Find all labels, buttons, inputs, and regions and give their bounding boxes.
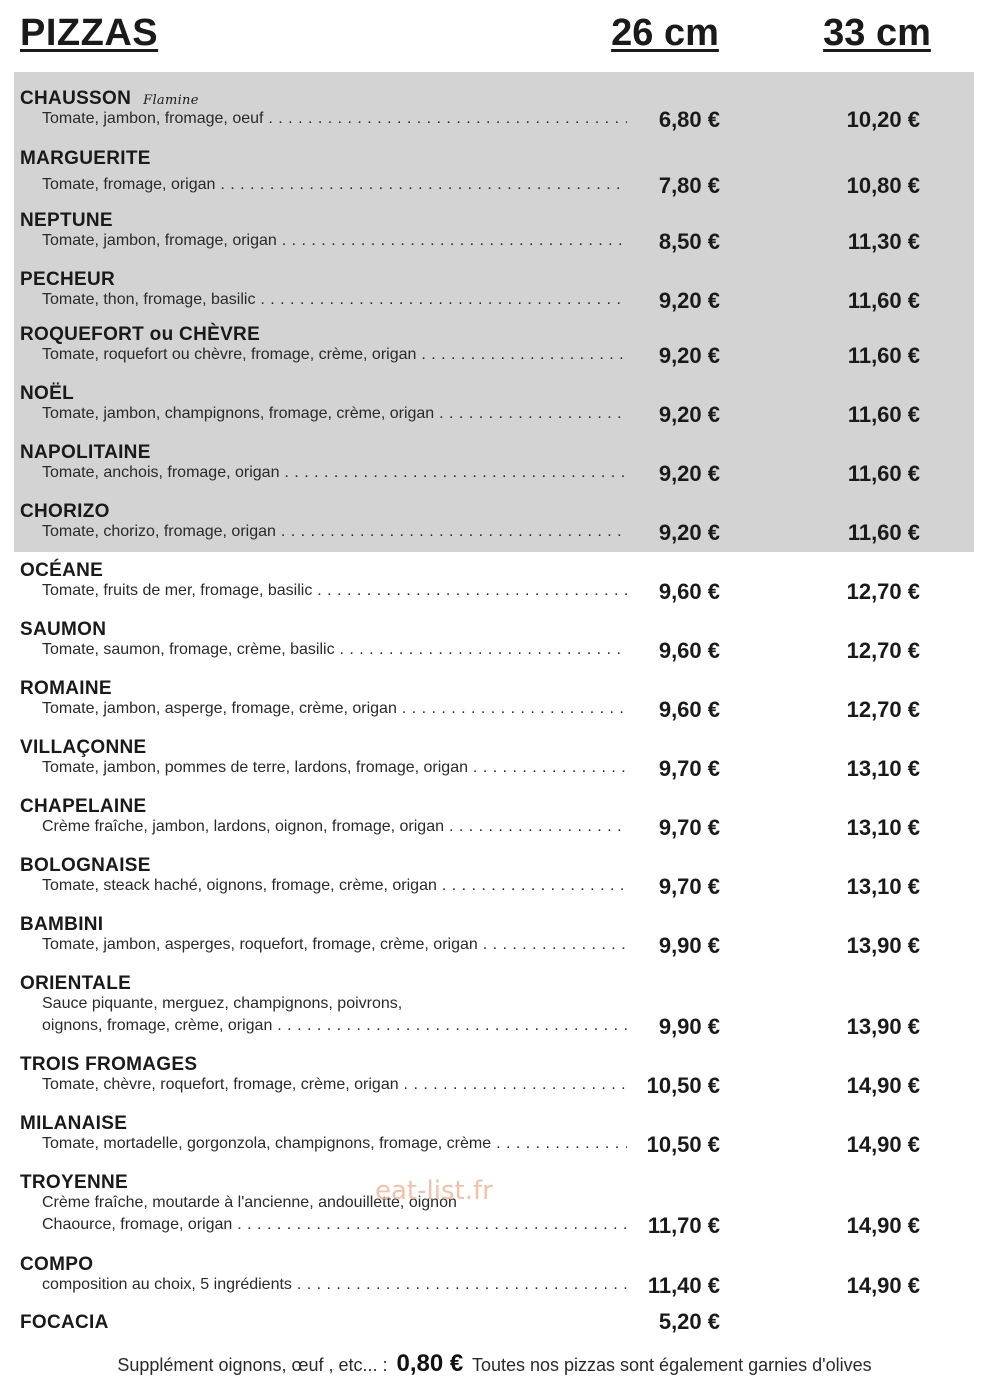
item-name-text: TROYENNE (20, 1172, 128, 1193)
item-name (20, 1172, 128, 1194)
item-description: Tomate, jambon, asperge, fromage, crème, origan . . . (42, 700, 627, 718)
item-name (20, 148, 151, 170)
item-description: Tomate, jambon, fromage, oeuf . . . (42, 110, 627, 128)
item-name (20, 1254, 93, 1276)
item-name (20, 1054, 197, 1076)
item-description: Tomate, steack haché, oignons, fromage, crème, origan . . . (42, 877, 627, 895)
price-33cm: 13,90 € (846, 933, 920, 958)
item-name-text: CHAPELAINE (20, 796, 147, 817)
item-description: Tomate, roquefort ou chèvre, fromage, crème, origan . . . (42, 346, 627, 364)
item-name-text: PECHEUR (20, 269, 116, 290)
price-33cm: 11,60 € (847, 343, 920, 368)
price-33cm: 14,90 € (846, 1213, 920, 1238)
item-name (20, 1113, 127, 1135)
price-26cm: 9,20 € (658, 343, 720, 368)
price-26cm: 8,50 € (658, 229, 720, 254)
price-26cm: 9,20 € (658, 520, 720, 545)
item-description: Tomate, jambon, pommes de terre, lardons, fromage, origan . . . (42, 759, 627, 777)
price-26cm: 9,90 € (658, 1014, 720, 1039)
item-name-text: NAPOLITAINE (20, 442, 151, 463)
watermark: eat-list.fr (375, 1176, 493, 1206)
price-33cm: 13,10 € (846, 874, 920, 899)
item-description: Tomate, jambon, fromage, origan . . . (42, 232, 627, 250)
item-name-text: COMPO (20, 1254, 94, 1275)
item-signature: Flamine (143, 93, 199, 108)
item-name (20, 210, 113, 232)
item-name-text: OCÉANE (20, 560, 104, 581)
price-26cm: 10,50 € (646, 1132, 720, 1157)
price-33cm: 12,70 € (846, 579, 920, 604)
price-26cm: 9,60 € (658, 638, 720, 663)
item-description-line1: Sauce piquante, merguez, champignons, poivrons, (42, 995, 403, 1012)
price-33cm: 11,60 € (847, 402, 920, 427)
price-33cm: 14,90 € (846, 1073, 920, 1098)
item-name-text: ORIENTALE (20, 973, 132, 994)
item-name-text: NEPTUNE (20, 210, 113, 231)
item-name (20, 501, 110, 523)
item-description: Chaource, fromage, origan . . . (42, 1216, 627, 1234)
item-name-text: FOCACIA (20, 1312, 109, 1333)
item-name-text: SAUMON (20, 619, 107, 640)
size-33-heading: 33 cm (823, 12, 931, 54)
item-name (20, 269, 115, 291)
price-26cm: 9,70 € (658, 874, 720, 899)
item-name-text: ROQUEFORT ou CHÈVRE (20, 324, 261, 345)
item-name (20, 442, 151, 464)
item-name-text: NOËL (20, 383, 74, 404)
price-26cm: 9,60 € (658, 579, 720, 604)
price-26cm: 9,20 € (658, 288, 720, 313)
price-26cm: 10,50 € (646, 1073, 720, 1098)
item-name-text: MILANAISE (20, 1113, 128, 1134)
price-26cm: 9,60 € (658, 697, 720, 722)
item-name-text: CHAUSSON (20, 88, 132, 109)
menu-footer (0, 1350, 989, 1378)
item-name-text: ROMAINE (20, 678, 112, 699)
supplement-price: 0,80 € (396, 1350, 464, 1377)
price-26cm: 9,70 € (658, 815, 720, 840)
item-description: Tomate, saumon, fromage, crème, basilic . . . (42, 641, 627, 659)
item-name (20, 1312, 109, 1334)
price-26cm: 9,70 € (658, 756, 720, 781)
item-description: composition au choix, 5 ingrédients . . . (42, 1276, 627, 1294)
item-description: Tomate, anchois, fromage, origan . . . (42, 464, 627, 482)
price-26cm: 11,40 € (647, 1273, 720, 1298)
price-33cm: 13,10 € (846, 815, 920, 840)
price-33cm: 12,70 € (846, 697, 920, 722)
price-26cm: 9,20 € (658, 402, 720, 427)
menu-header (0, 0, 989, 70)
item-name-text: BOLOGNAISE (20, 855, 151, 876)
item-name (20, 383, 74, 405)
item-description: Tomate, chèvre, roquefort, fromage, crème, origan . . . (42, 1076, 627, 1094)
size-26-heading: 26 cm (611, 12, 719, 54)
item-name (20, 855, 151, 877)
item-name-text: MARGUERITE (20, 148, 151, 169)
item-name-text: VILLAÇONNE (20, 737, 147, 758)
price-26cm: 5,20 € (658, 1309, 720, 1334)
price-26cm: 6,80 € (658, 107, 720, 132)
item-name (20, 914, 103, 936)
supplement-label: Supplément oignons, œuf , etc... : (117, 1355, 388, 1375)
item-name (20, 324, 260, 346)
price-33cm: 11,60 € (847, 520, 920, 545)
item-name (20, 973, 131, 995)
item-description: Tomate, chorizo, fromage, origan . . . (42, 523, 627, 541)
olives-note: Toutes nos pizzas sont également garnies d'olives (471, 1355, 872, 1375)
item-name (20, 796, 147, 818)
price-33cm: 11,30 € (847, 229, 920, 254)
price-33cm: 13,90 € (846, 1014, 920, 1039)
price-26cm: 9,20 € (658, 461, 720, 486)
item-name (20, 678, 112, 700)
price-33cm: 11,60 € (847, 288, 920, 313)
item-description: oignons, fromage, crème, origan . . . (42, 1017, 627, 1035)
item-description: Tomate, jambon, champignons, fromage, crème, origan . . . (42, 405, 627, 423)
price-33cm: 13,10 € (846, 756, 920, 781)
item-description: Tomate, jambon, asperges, roquefort, fromage, crème, origan . . . (42, 936, 627, 954)
price-26cm: 9,90 € (658, 933, 720, 958)
item-name (20, 88, 199, 110)
item-description: Tomate, fromage, origan . . . (42, 176, 627, 194)
item-description: Tomate, thon, fromage, basilic . . . (42, 291, 627, 309)
item-name (20, 737, 147, 759)
price-33cm: 11,60 € (847, 461, 920, 486)
item-name-text: TROIS FROMAGES (20, 1054, 198, 1075)
price-33cm: 14,90 € (846, 1132, 920, 1157)
price-33cm: 12,70 € (846, 638, 920, 663)
price-33cm: 10,20 € (846, 107, 920, 132)
item-name-text: CHORIZO (20, 501, 110, 522)
price-26cm: 7,80 € (658, 173, 720, 198)
price-26cm: 11,70 € (647, 1213, 720, 1238)
item-description: Tomate, mortadelle, gorgonzola, champignons, fromage, crème . . . (42, 1135, 627, 1153)
item-name-text: BAMBINI (20, 914, 104, 935)
item-description-line1: Crème fraîche, moutarde à l'ancienne, andouillette, oignon (42, 1194, 457, 1211)
item-description: Tomate, fruits de mer, fromage, basilic . . . (42, 582, 627, 600)
menu-title: PIZZAS (20, 12, 159, 54)
item-description: Crème fraîche, jambon, lardons, oignon, fromage, origan . . . (42, 818, 627, 836)
item-name (20, 560, 103, 582)
price-33cm: 14,90 € (846, 1273, 920, 1298)
price-33cm: 10,80 € (846, 173, 920, 198)
item-name (20, 619, 106, 641)
